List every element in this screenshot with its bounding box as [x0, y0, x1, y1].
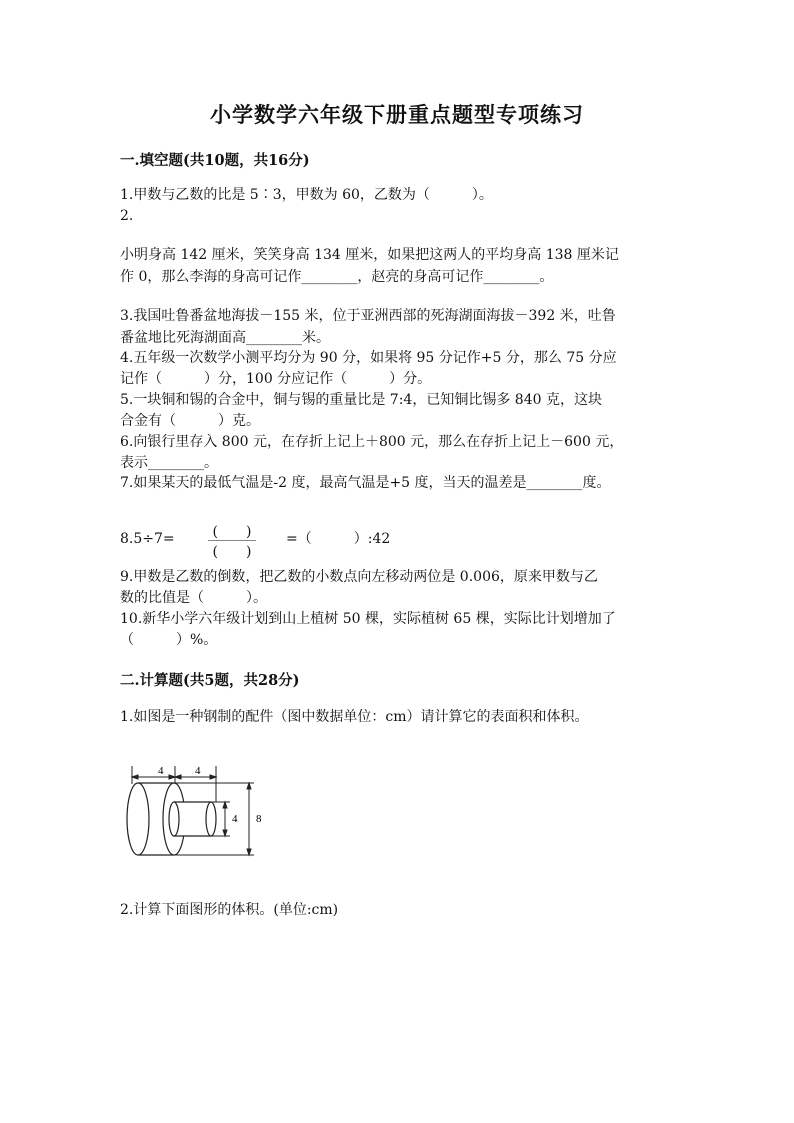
- question-line: 1.甲数与乙数的比是 5∶3，甲数为 60，乙数为（ ）。: [120, 187, 493, 203]
- question-line: 记作（ ）分，100 分应记作（ ）分。: [120, 371, 432, 387]
- question-line: 2.: [120, 208, 134, 224]
- question-line: 1.如图是一种钢制的配件（图中数据单位：cm）请计算它的表面积和体积。: [120, 709, 589, 725]
- inner-diameter-label: 4: [232, 813, 238, 825]
- steel-part-diagram: [118, 758, 278, 866]
- question-line: 6.向银行里存入 800 元，在存折上记上＋800 元，那么在存折上记上－600 元，: [120, 434, 624, 450]
- question-line: （ ）%。: [120, 632, 218, 648]
- question-line: 2.计算下面图形的体积。(单位:cm): [120, 902, 339, 918]
- question-line: 小明身高 142 厘米，笑笑身高 134 厘米，如果把这两人的平均身高 138 厘米记: [120, 247, 619, 263]
- fraction-denominator: ( ): [212, 544, 252, 560]
- question-line: 3.我国吐鲁番盆地海拔－155 米，位于亚洲西部的死海湖面海拔－392 米，吐鲁: [120, 308, 616, 324]
- question-line: 4.五年级一次数学小测平均分为 90 分，如果将 95 分记作+5 分，那么 75 分应: [120, 350, 617, 366]
- question-line: 表示________。: [120, 455, 218, 471]
- question-line: 合金有（ ）克。: [120, 413, 260, 429]
- question-line: 9.甲数是乙数的倒数，把乙数的小数点向左移动两位是 0.006，原来甲数与乙: [120, 569, 598, 585]
- question-line: 5.一块铜和锡的合金中，铜与锡的重量比是 7:4，已知铜比锡多 840 克，这块: [120, 392, 602, 408]
- outer-diameter-label: 8: [256, 813, 262, 825]
- fraction-numerator: ( ): [212, 524, 252, 540]
- question-line: 番盆地比死海湖面高________米。: [120, 330, 330, 346]
- top-left-label: 4: [158, 765, 164, 777]
- top-right-label: 4: [195, 765, 201, 777]
- question-line: 作 0，那么李海的身高可记作________，赵亮的身高可记作________。: [120, 269, 554, 285]
- question-8-left: 8.5÷7=: [120, 531, 175, 547]
- question-line: 10.新华小学六年级计划到山上植树 50 棵，实际植树 65 棵，实际比计划增加了: [120, 611, 616, 627]
- question-line: 7.如果某天的最低气温是-2 度，最高气温是+5 度，当天的温差是________度。: [120, 475, 611, 491]
- question-8-right: =（ ）:42: [286, 531, 391, 547]
- fraction: [206, 521, 258, 561]
- section-heading-fill-in: 一.填空题(共10题，共16分): [120, 152, 310, 169]
- section-heading-calculation: 二.计算题(共5题，共28分): [120, 672, 300, 689]
- inner-cylinder: [169, 802, 216, 836]
- page-title: 小学数学六年级下册重点题型专项练习: [210, 102, 584, 127]
- question-line: 数的比值是（ ）。: [120, 590, 267, 606]
